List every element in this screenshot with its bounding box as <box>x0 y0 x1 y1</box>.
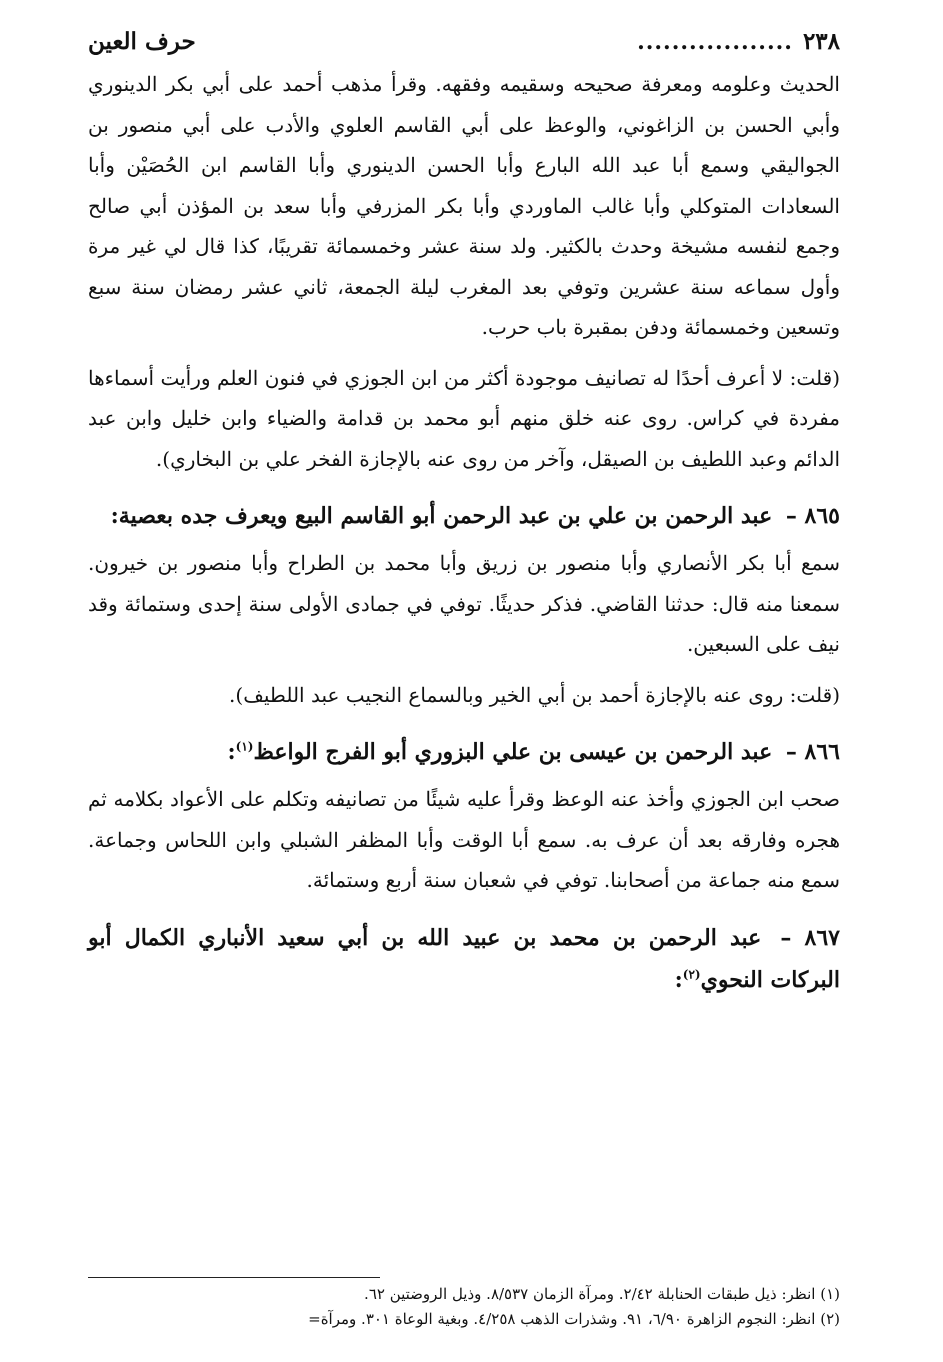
entry-866-text: صحب ابن الجوزي وأخذ عنه الوعظ وقرأ عليه شيئًا من تصانيفه وتكلم على الأعواد بكلامه ثم هجره وفارقه بعد أن عرف به. سمع أبا الوقت وأبا المظفر الشبلي وابن اللحاس وجماعة. سمع منه جماعة من أصحابنا. توفي في شعبان سنة أربع وستمائة. <box>88 787 841 892</box>
page-number: ٢٣٨ <box>802 28 840 55</box>
section-title: حرف العين <box>88 28 196 55</box>
footnote-ref-1[interactable]: (١) <box>235 739 254 754</box>
header-dots: .................. <box>637 29 793 55</box>
page-body <box>88 64 840 1001</box>
book-page <box>88 24 840 1340</box>
paragraph-continuation: الحديث وعلومه ومعرفة صحيحه وسقيمه وفقهه. وقرأ مذهب أحمد على أبي بكر الدينوري وأبي الحسن بن الزاغوني، والوعظ على أبي القاسم العلوي والأدب على أبي منصور بن الجواليقي وسمع أبا عبد الله البارع وأبا الحسن الدينوري وأبا القاسم ابن الحُصَيْن وأبا السعادات المتوكلي وأبا غالب الماوردي وأبا بكر المزرفي وأبا سعد بن المؤذن أبي صالح وجمع لنفسه مشيخة وحدث بالكثير. ولد سنة عشر وخمسمائة تقريبًا، كذا قال لي غير مرة وأول سماعه سنة عشرين وتوفي بعد المغرب ليلة الجمعة، ثاني عشر رمضان سنة سبع وتسعين وخمسمائة ودفن بمقبرة باب حرب. <box>88 72 840 339</box>
entry-866-number: ٨٦٦ – <box>785 739 840 765</box>
page-header <box>88 24 840 64</box>
entry-865-title: عبد الرحمن بن علي بن عبد الرحمن أبو القاسم البيع ويعرف جده بعصية: <box>110 503 773 529</box>
entry-865-number: ٨٦٥ – <box>785 503 840 529</box>
entry-865-text: سمع أبا بكر الأنصاري وأبا منصور بن زريق وأبا محمد بن الطراح وأبا منصور بن خيرون. سمعنا منه قال: حدثنا القاضي. فذكر حديثًا. توفي في جمادى الأولى سنة إحدى وستمائة وقد نيف على السبعين. <box>88 551 840 656</box>
footnote-1: (١) انظر: ذيل طبقات الحنابلة ٢/٤٢. ومرآة الزمان ٨/٥٣٧. وذيل الروضتين ٦٢. <box>364 1285 840 1303</box>
header-right <box>637 24 840 60</box>
entry-867-number: ٨٦٧ – <box>780 924 840 951</box>
entry-866-heading <box>88 731 840 773</box>
entry-865-heading <box>88 495 840 537</box>
entry-867-colon: : <box>674 966 683 993</box>
footnote-divider <box>88 1277 380 1278</box>
footnotes <box>88 1282 840 1332</box>
entry-866-title: عبد الرحمن بن عيسى بن علي البزوري أبو الفرج الواعظ <box>253 739 773 765</box>
entry-867-title: عبد الرحمن بن محمد بن عبيد الله بن أبي سعيد الأنباري الكمال أبو البركات النحوي <box>88 924 840 993</box>
entry-865-note: (قلت: روى عنه بالإجازة أحمد بن أبي الخير وبالسماع النجيب عبد اللطيف). <box>229 682 840 707</box>
entry-867-heading <box>88 917 840 1001</box>
editor-note-1: (قلت: لا أعرف أحدًا له تصانيف موجودة أكثر من ابن الجوزي في فنون العلم ورأيت أسماءها مفردة في كراس. روى عنه خلق منهم أبو محمد بن قدامة والضياء وابن خليل وابن عبد الدائم وعبد اللطيف بن الصيقل، وآخر من روى عنه بالإجازة الفخر علي بن البخاري). <box>88 365 840 471</box>
footnote-ref-2[interactable]: (٢) <box>682 967 701 982</box>
entry-866-colon: : <box>227 739 236 765</box>
footnote-2: (٢) انظر: النجوم الزاهرة ٦/٩٠، ٩١. وشذرات الذهب ٤/٢٥٨. وبغية الوعاة ٣٠١. ومرآة= <box>308 1310 840 1328</box>
